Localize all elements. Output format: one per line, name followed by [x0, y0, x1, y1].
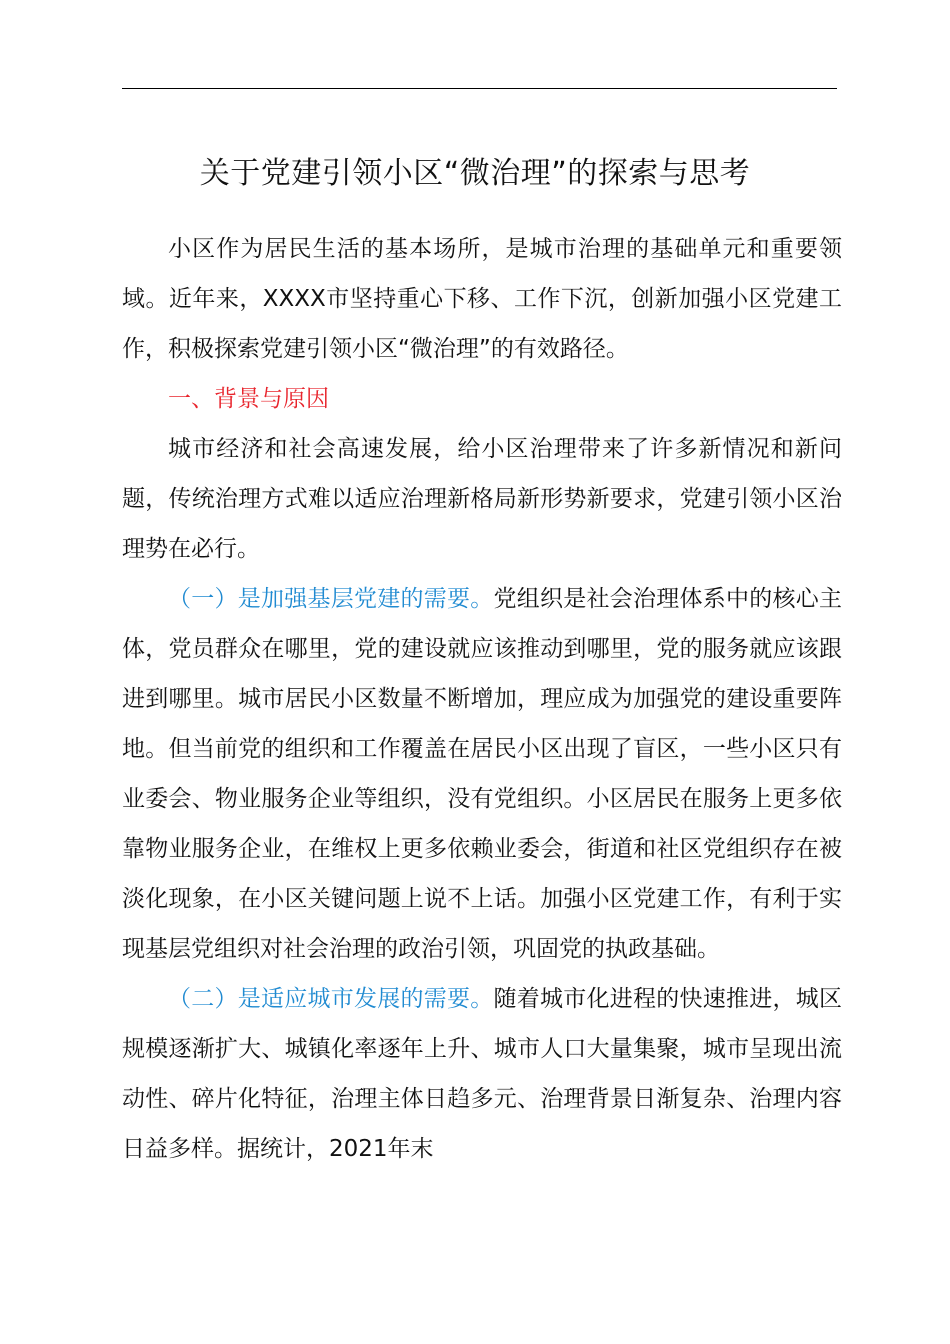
point2-label: （二）是适应城市发展的需要。 — [168, 986, 494, 1012]
point1-label: （一）是加强基层党建的需要。 — [168, 586, 494, 612]
point2-text: 随着城市化进程的快速推进，城区规模逐渐扩大、城镇化率逐年上升、城市人口大量集聚，城市呈现出流动性、碎片化特征，治理主体日趋多元、治理背景日渐复杂、治理内容日益多样。据统计，2021年末 — [122, 986, 842, 1162]
point1-text: 党组织是社会治理体系中的核心主体，党员群众在哪里，党的建设就应该推动到哪里，党的服务就应该跟进到哪里。城市居民小区数量不断增加，理应成为加强党的建设重要阵地。但当前党的组织和工作覆盖在居民小区出现了盲区，一些小区只有业委会、物业服务企业等组织，没有党组织。小区居民在服务上更多依靠物业服务企业，在维权上更多依赖业委会，街道和社区党组织存在被淡化现象，在小区关键问题上说不上话。加强小区党建工作，有利于实现基层党组织对社会治理的政治引领，巩固党的执政基础。 — [122, 586, 842, 962]
point2-paragraph — [122, 974, 842, 1174]
section1-paragraph: 城市经济和社会高速发展，给小区治理带来了许多新情况和新问题，传统治理方式难以适应治理新格局新形势新要求，党建引领小区治理势在必行。 — [122, 436, 842, 562]
document-body — [122, 224, 842, 1174]
intro-paragraph: 小区作为居民生活的基本场所，是城市治理的基础单元和重要领域。近年来，XXXX市坚持重心下移、工作下沉，创新加强小区党建工作，积极探索党建引领小区“微治理”的有效路径。 — [122, 236, 842, 362]
section1-heading: 一、背景与原因 — [168, 386, 329, 412]
point1-paragraph — [122, 574, 842, 974]
page-title: 关于党建引领小区“微治理”的探索与思考 — [199, 156, 751, 191]
header-rule — [122, 88, 837, 89]
